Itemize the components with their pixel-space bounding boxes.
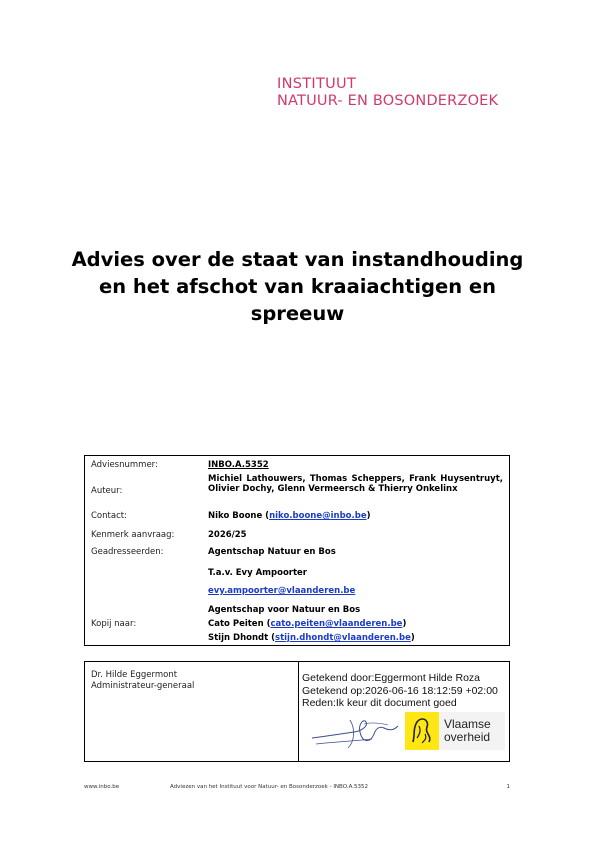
contact-label: Contact:	[91, 511, 127, 521]
page-number: 1	[506, 784, 510, 790]
advice-number-label: Adviesnummer:	[91, 460, 158, 470]
signer-title: Administrateur-generaal	[91, 681, 195, 691]
copy1-name: Cato Peiten (	[208, 619, 271, 629]
logo-word-1: Vlaamse	[444, 717, 491, 731]
copy2-email-link[interactable]: stijn.dhondt@vlaanderen.be	[275, 633, 411, 643]
copy-label: Kopij naar:	[91, 619, 137, 629]
reference: 2026/25	[208, 530, 247, 540]
addressee-org: Agentschap Natuur en Bos	[208, 547, 336, 557]
signature-divider	[298, 662, 299, 761]
contact-close: )	[366, 511, 371, 521]
author-label: Auteur:	[91, 486, 123, 496]
document-title: Advies over de staat van instandhouding en het afschot van kraaiachtigen en spreeuw	[71, 248, 524, 325]
signer-info	[91, 670, 194, 692]
authors: Michiel Lathouwers, Thomas Scheppers, Frank Huysentruyt, Olivier Dochy, Glenn Vermeersch & Thierry Onkelinx	[208, 474, 503, 494]
flemish-lion-icon	[405, 712, 439, 750]
contact-name: Niko Boone (	[208, 511, 270, 521]
copy-2	[208, 633, 503, 643]
copy2-name: Stijn Dhondt (	[208, 633, 276, 643]
copy-org: Agentschap voor Natuur en Bos	[208, 605, 361, 615]
contact-email-link[interactable]: niko.boone@inbo.be	[269, 511, 367, 521]
signature-reason: Reden:Ik keur dit document goed	[302, 697, 457, 709]
logo-line-1: INSTITUUT	[277, 76, 357, 92]
contact	[208, 511, 503, 521]
vlaamse-overheid-logo	[405, 712, 505, 750]
attention: T.a.v. Evy Ampoorter	[208, 568, 307, 578]
reference-label: Kenmerk aanvraag:	[91, 530, 175, 540]
copy1-email-link[interactable]: cato.peiten@vlaanderen.be	[270, 619, 403, 629]
vlaamse-overheid-text	[444, 718, 491, 744]
footer-series: Adviezen van het Instituut voor Natuur- en Bosonderzoek - INBO.A.5352	[170, 784, 368, 790]
copy1-close: )	[402, 619, 407, 629]
advice-number: INBO.A.5352	[208, 460, 269, 470]
logo-line-2: NATUUR- EN BOSONDERZOEK	[277, 93, 499, 109]
signed-by: Getekend door:Eggermont Hilde Roza	[302, 672, 481, 684]
logo-word-2: overheid	[444, 730, 491, 744]
handwritten-signature-icon	[310, 712, 400, 752]
digital-signature-text	[302, 672, 498, 710]
copy-1	[208, 619, 503, 629]
signed-on: Getekend op:2026-06-16 18:12:59 +02:00	[302, 684, 498, 697]
addressees-label: Geadresseerden:	[91, 547, 164, 557]
footer-site: www.inbo.be	[84, 784, 120, 790]
signature-block	[84, 661, 510, 762]
signer-name: Dr. Hilde Eggermont	[91, 670, 178, 680]
inbo-logo	[277, 76, 498, 110]
copy2-close: )	[410, 633, 415, 643]
attention-email-link[interactable]: evy.ampoorter@vlaanderen.be	[208, 586, 356, 596]
advice-info-table	[84, 455, 510, 646]
